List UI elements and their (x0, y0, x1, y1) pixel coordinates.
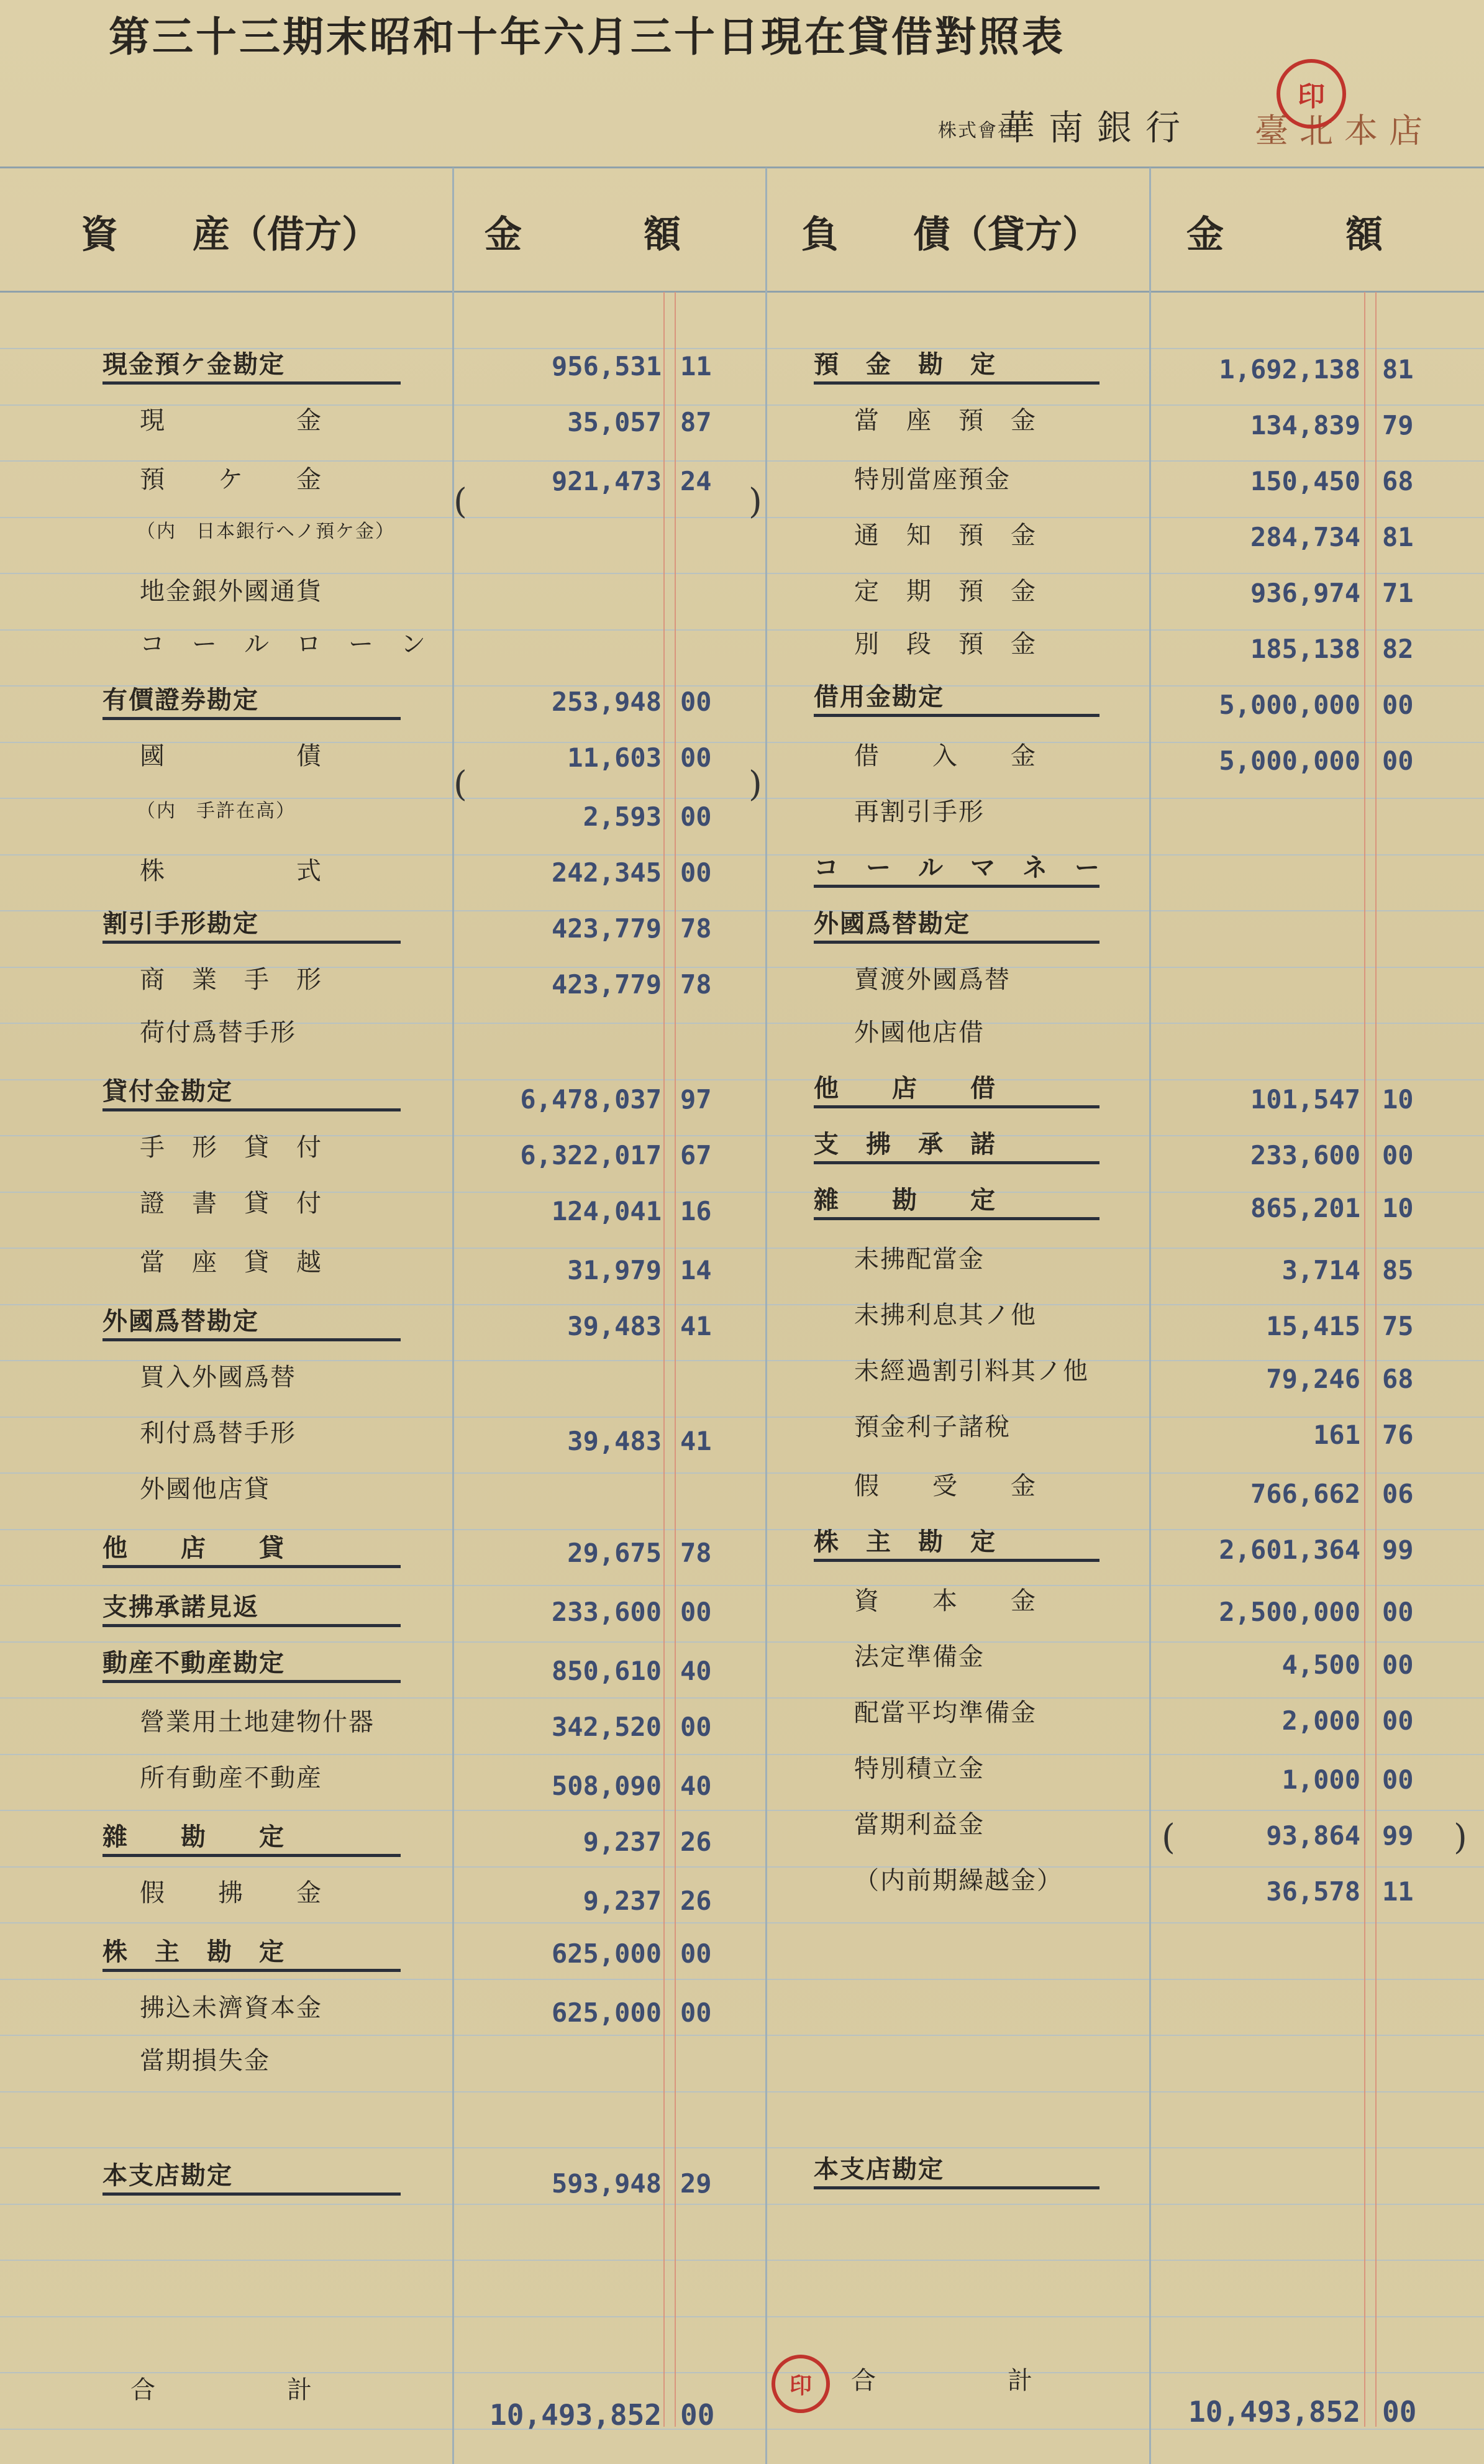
document-title: 第三十三期末昭和十年六月三十日現在貸借對照表 (109, 12, 1065, 61)
liability-line-label: （内前期繰越金） (854, 1866, 1063, 1895)
asset-account-heading: 株 主 勘 定 (102, 1932, 401, 1972)
liability-amount-yen: 93,864 (1266, 1820, 1360, 1851)
liability-amount-sen: 00 (1382, 1650, 1414, 1680)
liability-amount-yen: 4,500 (1281, 1650, 1360, 1680)
liability-line-label: 特別積立金 (854, 1754, 985, 1783)
asset-amount-yen: 593,948 (551, 2168, 662, 2199)
asset-line-label: （内 日本銀行ヘノ預ケ金） (137, 521, 395, 542)
asset-amount-sen: 40 (680, 1771, 712, 1801)
liability-amount-yen: 36,578 (1266, 1876, 1360, 1907)
asset-amount-sen: 87 (680, 407, 712, 437)
company-name (938, 101, 1194, 150)
liability-amount-sen: 68 (1382, 466, 1414, 496)
asset-line-label: 證 書 貸 付 (140, 1189, 322, 1218)
asset-amount-sen: 16 (680, 1196, 712, 1226)
ledger-rule (0, 1641, 1484, 1643)
liability-amount-sen: 00 (1382, 746, 1414, 776)
asset-amount-sen: 41 (680, 1426, 712, 1456)
liabilities-header: 負 債（貸方） (801, 213, 1099, 257)
asset-line-label: 拂込未濟資本金 (140, 1994, 322, 2022)
ledger-rule (0, 1697, 1484, 1699)
asset-amount-sen: 00 (680, 1712, 712, 1742)
asset-line-label: 當 座 貸 越 (140, 1248, 322, 1277)
liability-amount-yen: 5,000,000 (1219, 690, 1360, 720)
asset-account-heading: 本支店勘定 (102, 2156, 401, 2196)
liability-amount-yen: 936,974 (1250, 578, 1360, 608)
liability-line-label: 資 本 金 (854, 1587, 1037, 1615)
asset-amount-yen: 10,493,852 (489, 2398, 662, 2432)
asset-line-label: 合 計 (130, 2376, 313, 2404)
branch-name: 臺北本店 (1255, 111, 1434, 150)
column-divider (1149, 168, 1151, 2464)
sen-divider-red (1375, 292, 1377, 2427)
liability-line-label: 未拂利息其ノ他 (854, 1301, 1037, 1330)
asset-amount-sen: 40 (680, 1656, 712, 1686)
asset-amount-sen: 26 (680, 1827, 712, 1857)
asset-account-heading: 動産不動産勘定 (102, 1643, 401, 1683)
asset-line-label: 利付爲替手形 (140, 1419, 296, 1448)
liability-amount-yen: 161 (1313, 1420, 1360, 1450)
asset-amount-sen: 67 (680, 1140, 712, 1170)
asset-amount-yen: 253,948 (551, 687, 662, 717)
asset-line-label: 當期損失金 (140, 2046, 270, 2075)
asset-amount-yen: 242,345 (551, 857, 662, 888)
asset-amount-yen: 6,478,037 (520, 1084, 662, 1115)
asset-line-label: 地金銀外國通貨 (140, 577, 322, 606)
asset-line-label: 預 ケ 金 (140, 465, 322, 494)
asset-account-heading: 割引手形勘定 (102, 904, 401, 944)
liability-account-heading: 外國爲替勘定 (814, 904, 1099, 944)
asset-line-label: 株 式 (140, 857, 322, 885)
liability-account-heading: コ ー ル マ ネ ー (814, 848, 1099, 888)
paren-close: ) (749, 481, 762, 522)
liability-line-label: 特別當座預金 (854, 465, 1011, 494)
liability-account-heading: 株 主 勘 定 (814, 1522, 1099, 1562)
liability-line-label: 法定準備金 (854, 1643, 985, 1671)
liability-amount-yen: 79,246 (1266, 1364, 1360, 1394)
liability-amount-sen: 85 (1382, 1255, 1414, 1285)
asset-amount-yen: 508,090 (551, 1771, 662, 1801)
paren-close: ) (749, 764, 762, 805)
asset-amount-sen: 00 (680, 1938, 712, 1969)
asset-amount-yen: 625,000 (551, 1938, 662, 1969)
paren-close: ) (1454, 1817, 1467, 1858)
column-divider (765, 168, 767, 2464)
asset-line-label: 買入外國爲替 (140, 1363, 296, 1392)
liability-amount-sen: 00 (1382, 1705, 1414, 1736)
asset-amount-sen: 78 (680, 969, 712, 1000)
asset-line-label: 假 拂 金 (140, 1879, 322, 1907)
asset-account-heading: 有價證券勘定 (102, 680, 401, 720)
ledger-rule (0, 1810, 1484, 1811)
liability-account-heading: 支 拂 承 諾 (814, 1125, 1099, 1164)
liability-account-heading: 借用金勘定 (814, 677, 1099, 717)
ledger-rule (0, 2316, 1484, 2317)
asset-line-label: 營業用土地建物什器 (140, 1708, 375, 1736)
liability-amount-yen: 2,601,364 (1219, 1535, 1360, 1565)
liability-line-label: 未拂配當金 (854, 1245, 985, 1274)
asset-account-heading: 現金預ケ金勘定 (102, 345, 401, 385)
liability-amount-sen: 99 (1382, 1535, 1414, 1565)
ledger-rule (0, 2429, 1484, 2430)
asset-line-label: 荷付爲替手形 (140, 1018, 296, 1047)
liability-amount-yen: 5,000,000 (1219, 746, 1360, 776)
liability-amount-sen: 99 (1382, 1820, 1414, 1851)
ledger-rule (0, 1979, 1484, 1980)
asset-account-heading: 雜 勘 定 (102, 1817, 401, 1857)
liability-amount-yen: 1,692,138 (1219, 354, 1360, 385)
bank-name: 華南銀行 (1000, 108, 1194, 148)
liability-line-label: 借 入 金 (854, 742, 1037, 770)
asset-amount-yen: 2,593 (583, 801, 662, 832)
liability-line-label: 當 座 預 金 (854, 406, 1037, 435)
liability-amount-sen: 82 (1382, 634, 1414, 664)
liability-amount-sen: 00 (1382, 1140, 1414, 1170)
asset-amount-yen: 423,779 (551, 969, 662, 1000)
asset-amount-sen: 00 (680, 2398, 715, 2432)
liability-line-label: 別 段 預 金 (854, 630, 1037, 659)
liability-line-label: 未經過割引料其ノ他 (854, 1357, 1089, 1385)
liability-amount-sen: 00 (1382, 690, 1414, 720)
asset-amount-sen: 14 (680, 1255, 712, 1285)
asset-line-label: コ ー ル ロ ー ン (140, 630, 427, 659)
seal-stamp-top: 印 (1277, 59, 1346, 129)
asset-amount-sen: 00 (680, 801, 712, 832)
sen-divider-red (675, 292, 676, 2427)
asset-amount-yen: 233,600 (551, 1597, 662, 1627)
liability-line-label: 賣渡外國爲替 (854, 965, 1011, 994)
asset-amount-yen: 342,520 (551, 1712, 662, 1742)
asset-amount-sen: 97 (680, 1084, 712, 1115)
asset-amount-yen: 625,000 (551, 1997, 662, 2028)
liability-amount-sen: 11 (1382, 1876, 1414, 1907)
liability-amount-sen: 10 (1382, 1193, 1414, 1223)
liability-line-label: 當期利益金 (854, 1810, 985, 1839)
header-top-rule (0, 167, 1484, 168)
asset-line-label: 所有動産不動産 (140, 1764, 322, 1792)
amount-header-right: 金 額 (1186, 213, 1385, 257)
asset-account-heading: 外國爲替勘定 (102, 1302, 401, 1341)
liability-amount-sen: 71 (1382, 578, 1414, 608)
liability-amount-sen: 76 (1382, 1420, 1414, 1450)
asset-amount-yen: 35,057 (567, 407, 662, 437)
asset-line-label: （内 手許在高） (137, 800, 296, 822)
assets-header: 資 産（借方） (81, 213, 379, 257)
liability-line-label: 配當平均準備金 (854, 1699, 1037, 1727)
asset-amount-sen: 78 (680, 1538, 712, 1568)
ledger-rule (0, 1922, 1484, 1923)
asset-line-label: 手 形 貸 付 (140, 1133, 322, 1162)
liability-amount-yen: 150,450 (1250, 466, 1360, 496)
asset-amount-yen: 921,473 (551, 466, 662, 496)
liability-amount-sen: 00 (1382, 2395, 1417, 2429)
liability-amount-yen: 101,547 (1250, 1084, 1360, 1115)
paren-open: ( (1162, 1817, 1175, 1858)
asset-amount-sen: 24 (680, 466, 712, 496)
liability-amount-yen: 284,734 (1250, 522, 1360, 552)
asset-amount-sen: 00 (680, 857, 712, 888)
liability-line-label: 外國他店借 (854, 1018, 985, 1047)
liability-amount-yen: 233,600 (1250, 1140, 1360, 1170)
asset-amount-sen: 00 (680, 742, 712, 773)
liability-line-label: 通 知 預 金 (854, 521, 1037, 550)
liability-account-heading: 預 金 勘 定 (814, 345, 1099, 385)
liability-amount-sen: 81 (1382, 522, 1414, 552)
ledger-rule (0, 2260, 1484, 2261)
asset-account-heading: 支拂承諾見返 (102, 1587, 401, 1627)
asset-amount-yen: 850,610 (551, 1656, 662, 1686)
asset-account-heading: 他 店 貸 (102, 1528, 401, 1568)
liability-amount-yen: 10,493,852 (1188, 2395, 1360, 2429)
asset-amount-yen: 956,531 (551, 351, 662, 381)
liability-line-label: 預金利子諸稅 (854, 1413, 1011, 1441)
liability-amount-sen: 06 (1382, 1479, 1414, 1509)
liability-amount-yen: 134,839 (1250, 410, 1360, 440)
liability-amount-sen: 68 (1382, 1364, 1414, 1394)
liability-amount-sen: 81 (1382, 354, 1414, 385)
liability-line-label: 假 受 金 (854, 1472, 1037, 1500)
header-bottom-rule (0, 291, 1484, 293)
liability-account-heading: 雜 勘 定 (814, 1180, 1099, 1220)
asset-amount-yen: 11,603 (567, 742, 662, 773)
ledger-rule (0, 2147, 1484, 2148)
liability-amount-sen: 75 (1382, 1311, 1414, 1341)
ledger-rule (0, 2091, 1484, 2092)
liability-amount-yen: 2,500,000 (1219, 1597, 1360, 1627)
ledger-rule (0, 1585, 1484, 1586)
liability-amount-yen: 185,138 (1250, 634, 1360, 664)
asset-line-label: 商 業 手 形 (140, 965, 322, 994)
liability-amount-sen: 00 (1382, 1597, 1414, 1627)
liability-line-label: 再割引手形 (854, 798, 985, 826)
seal-stamp-bottom: 印 (772, 2355, 830, 2413)
asset-amount-sen: 78 (680, 913, 712, 944)
sen-divider-red (663, 292, 665, 2427)
liability-amount-sen: 10 (1382, 1084, 1414, 1115)
asset-amount-sen: 29 (680, 2168, 712, 2199)
asset-amount-yen: 31,979 (567, 1255, 662, 1285)
liability-amount-sen: 00 (1382, 1764, 1414, 1795)
sen-divider-red (1364, 292, 1365, 2427)
paren-open: ( (453, 764, 467, 805)
asset-amount-yen: 9,237 (583, 1827, 662, 1857)
asset-amount-yen: 423,779 (551, 913, 662, 944)
asset-line-label: 現 金 (140, 406, 322, 435)
liability-line-label: 合 計 (851, 2366, 1034, 2395)
asset-line-label: 國 債 (140, 742, 322, 770)
asset-amount-yen: 124,041 (551, 1196, 662, 1226)
asset-line-label: 外國他店貸 (140, 1475, 270, 1503)
asset-amount-sen: 00 (680, 1597, 712, 1627)
ledger-rule (0, 1866, 1484, 1868)
ledger-rule (0, 1754, 1484, 1755)
liability-account-heading: 本支店勘定 (814, 2150, 1099, 2189)
liability-amount-yen: 2,000 (1281, 1705, 1360, 1736)
liability-amount-yen: 3,714 (1281, 1255, 1360, 1285)
company-type: 株式會社 (938, 119, 1017, 142)
asset-amount-yen: 29,675 (567, 1538, 662, 1568)
asset-amount-yen: 6,322,017 (520, 1140, 662, 1170)
asset-amount-sen: 00 (680, 1997, 712, 2028)
asset-amount-sen: 00 (680, 687, 712, 717)
asset-amount-yen: 39,483 (567, 1426, 662, 1456)
ledger-rule (0, 2204, 1484, 2205)
liability-amount-yen: 865,201 (1250, 1193, 1360, 1223)
asset-amount-yen: 39,483 (567, 1311, 662, 1341)
liability-amount-yen: 15,415 (1266, 1311, 1360, 1341)
asset-amount-sen: 11 (680, 351, 712, 381)
liability-amount-sen: 79 (1382, 410, 1414, 440)
liability-account-heading: 他 店 借 (814, 1069, 1099, 1108)
amount-header-left: 金 額 (485, 213, 683, 257)
liability-amount-yen: 1,000 (1281, 1764, 1360, 1795)
asset-account-heading: 貸付金勘定 (102, 1072, 401, 1111)
asset-amount-yen: 9,237 (583, 1886, 662, 1916)
asset-amount-sen: 26 (680, 1886, 712, 1916)
paren-open: ( (453, 481, 467, 522)
asset-amount-sen: 41 (680, 1311, 712, 1341)
ledger-rule (0, 2035, 1484, 2036)
liability-amount-yen: 766,662 (1250, 1479, 1360, 1509)
liability-line-label: 定 期 預 金 (854, 577, 1037, 606)
